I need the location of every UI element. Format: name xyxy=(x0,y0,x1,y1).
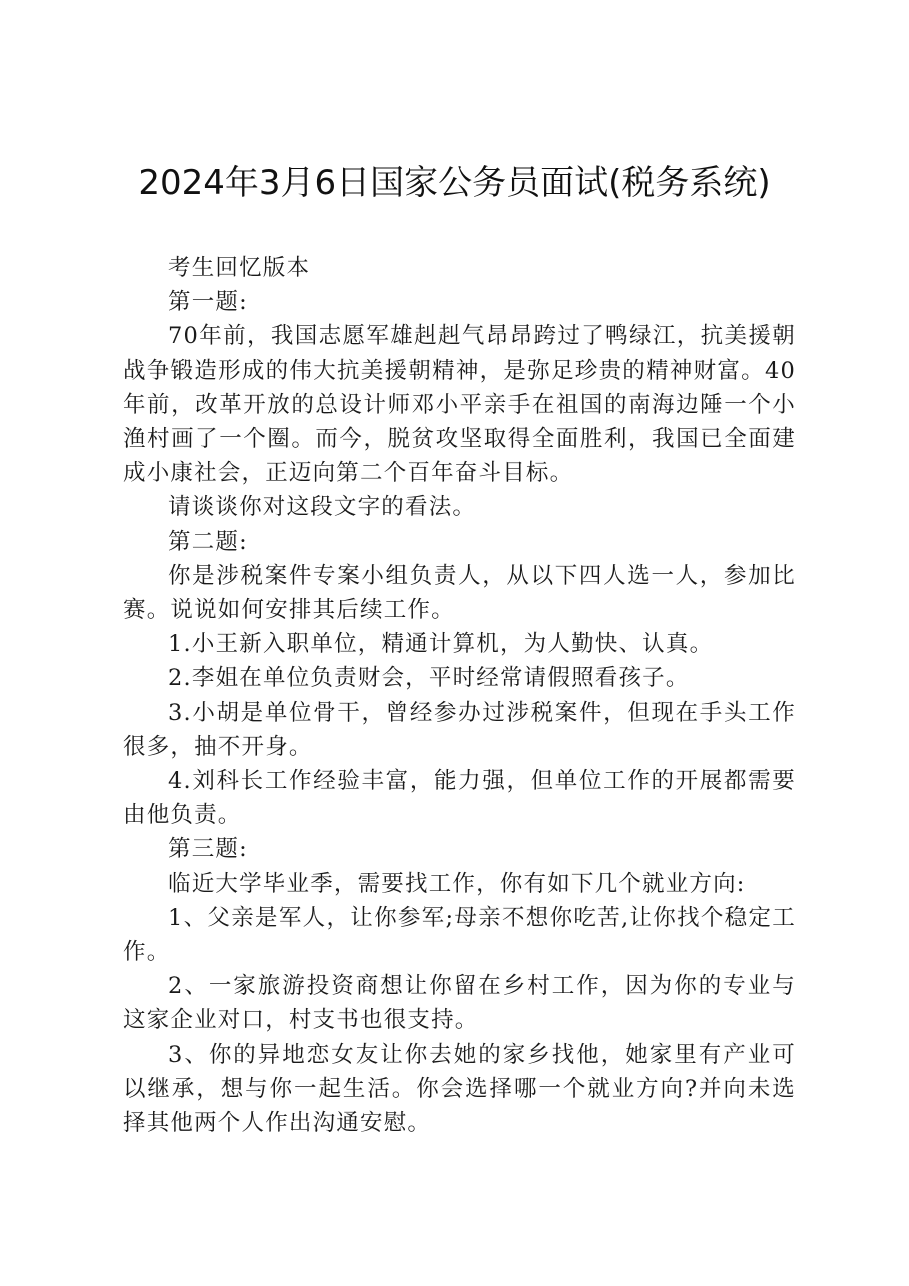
paragraph-question-3-option-1: 1、父亲是军人，让你参军;母亲不想你吃苦,让你找个稳定工作。 xyxy=(123,904,796,966)
paragraph-question-3-heading: 第三题: xyxy=(168,836,248,863)
paragraph-question-2-option-2: 2.李姐在单位负责财会，平时经常请假照看孩子。 xyxy=(168,665,690,692)
paragraph-question-3-option-3: 3、你的异地恋女友让你去她的家乡找他，她家里有产业可以继承，想与你一起生活。你会选择哪一个就业方向?并向未选择其他两个人作出沟通安慰。 xyxy=(123,1041,796,1137)
paragraph-question-3-text: 临近大学毕业季，需要找工作，你有如下几个就业方向: xyxy=(168,870,746,897)
paragraph-question-1-heading: 第一题: xyxy=(168,289,248,316)
paragraph-question-1-text: 70年前，我国志愿军雄赳赳气昂昂跨过了鸭绿江，抗美援朝战争锻造形成的伟大抗美援朝精神，是弥足珍贵的精神财富。40年前，改革开放的总设计师邓小平亲手在祖国的南海边陲一个小渔村画了一个圈。而今，脱贫攻坚取得全面胜利，我国已全面建成小康社会，正迈向第二个百年奋斗目标。 xyxy=(123,323,796,487)
paragraph-version-note: 考生回忆版本 xyxy=(168,255,311,281)
paragraph-question-2-heading: 第二题: xyxy=(168,528,248,555)
paragraph-question-3-option-2: 2、一家旅游投资商想让你留在乡村工作，因为你的专业与这家企业对口，村支书也很支持。 xyxy=(123,973,796,1034)
paragraph-question-2-option-1: 1.小王新入职单位，精通计算机，为人勤快、认真。 xyxy=(168,631,714,658)
paragraph-question-2-option-4: 4.刘科长工作经验丰富，能力强，但单位工作的开展都需要由他负责。 xyxy=(123,768,796,829)
document-title: 2024年3月6日国家公务员面试(税务系统) xyxy=(138,163,771,203)
paragraph-question-2-option-3: 3.小胡是单位骨干，曾经参办过涉税案件，但现在手头工作很多，抽不开身。 xyxy=(123,699,796,760)
paragraph-question-1-prompt: 请谈谈你对这段文字的看法。 xyxy=(168,494,477,521)
paragraph-question-2-text: 你是涉税案件专案小组负责人，从以下四人选一人，参加比赛。说说如何安排其后续工作。 xyxy=(123,562,796,624)
document-body xyxy=(123,251,796,1140)
